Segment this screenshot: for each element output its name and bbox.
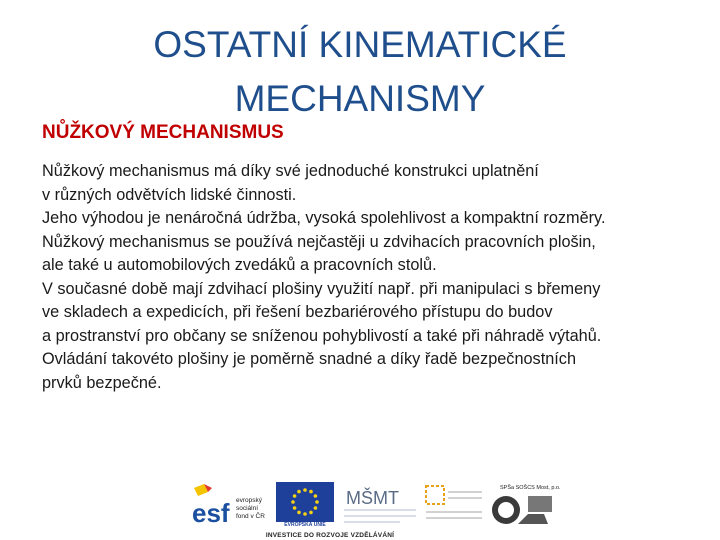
svg-text:sociální: sociální [236, 505, 259, 512]
title-line-2: MECHANISMY [234, 78, 486, 119]
paragraph-line: v různých odvětvích lidské činnosti. [42, 185, 297, 204]
svg-text:fond v ČR: fond v ČR [236, 513, 265, 520]
msmt-text: MŠMT [346, 488, 399, 508]
school-logo [488, 480, 568, 534]
paragraph-line: Jeho výhodou je nenáročná údržba, vysoká spolehlivost a kompaktní rozměry. [42, 209, 606, 227]
eu-flag-logo [276, 482, 334, 522]
esf-text: esf [192, 498, 230, 528]
paragraph-line: V současné době mají zdvihací plošiny využití např. při manipulaci s břemeny [42, 279, 601, 298]
paragraph-line: ale také u automobilových zvedáků a pracovních stolů. [42, 256, 437, 274]
esf-logo [190, 482, 272, 530]
paragraph-line: Nůžkový mechanismus má díky své jednoduché konstrukci uplatnění [42, 162, 539, 180]
svg-text:evropský: evropský [236, 497, 263, 504]
paragraph-line: ve skladech a expedicích, při řešení bezbariérového přístupu do budov [42, 303, 553, 321]
op-vk-logo [422, 482, 486, 530]
section-heading: NŮŽKOVÝ MECHANISMUS [42, 122, 284, 143]
eu-caption: EVROPSKÁ UNIE [284, 522, 326, 528]
school-text: SPŠa SOŠCS Most, p.o. [500, 485, 561, 491]
title-line-1: OSTATNÍ KINEMATICKÉ [153, 24, 567, 65]
msmt-logo [340, 480, 420, 530]
footer-logos [190, 476, 570, 538]
paragraph-line: Ovládání takovéto plošiny je poměrně snadné a díky řadě bezpečnostních [42, 350, 576, 368]
slide-title [60, 18, 660, 126]
body-paragraph [42, 160, 712, 395]
investice-caption: INVESTICE DO ROZVOJE VZDĚLÁVÁNÍ [265, 532, 395, 539]
paragraph-line: Nůžkový mechanismus se používá nejčastěji u zdvihacích pracovních plošin, [42, 232, 596, 251]
paragraph-line: a prostranství pro občany se sníženou pohyblivostí a také při náhradě výtahů. [42, 326, 602, 345]
paragraph-line: prvků bezpečné. [42, 373, 162, 392]
